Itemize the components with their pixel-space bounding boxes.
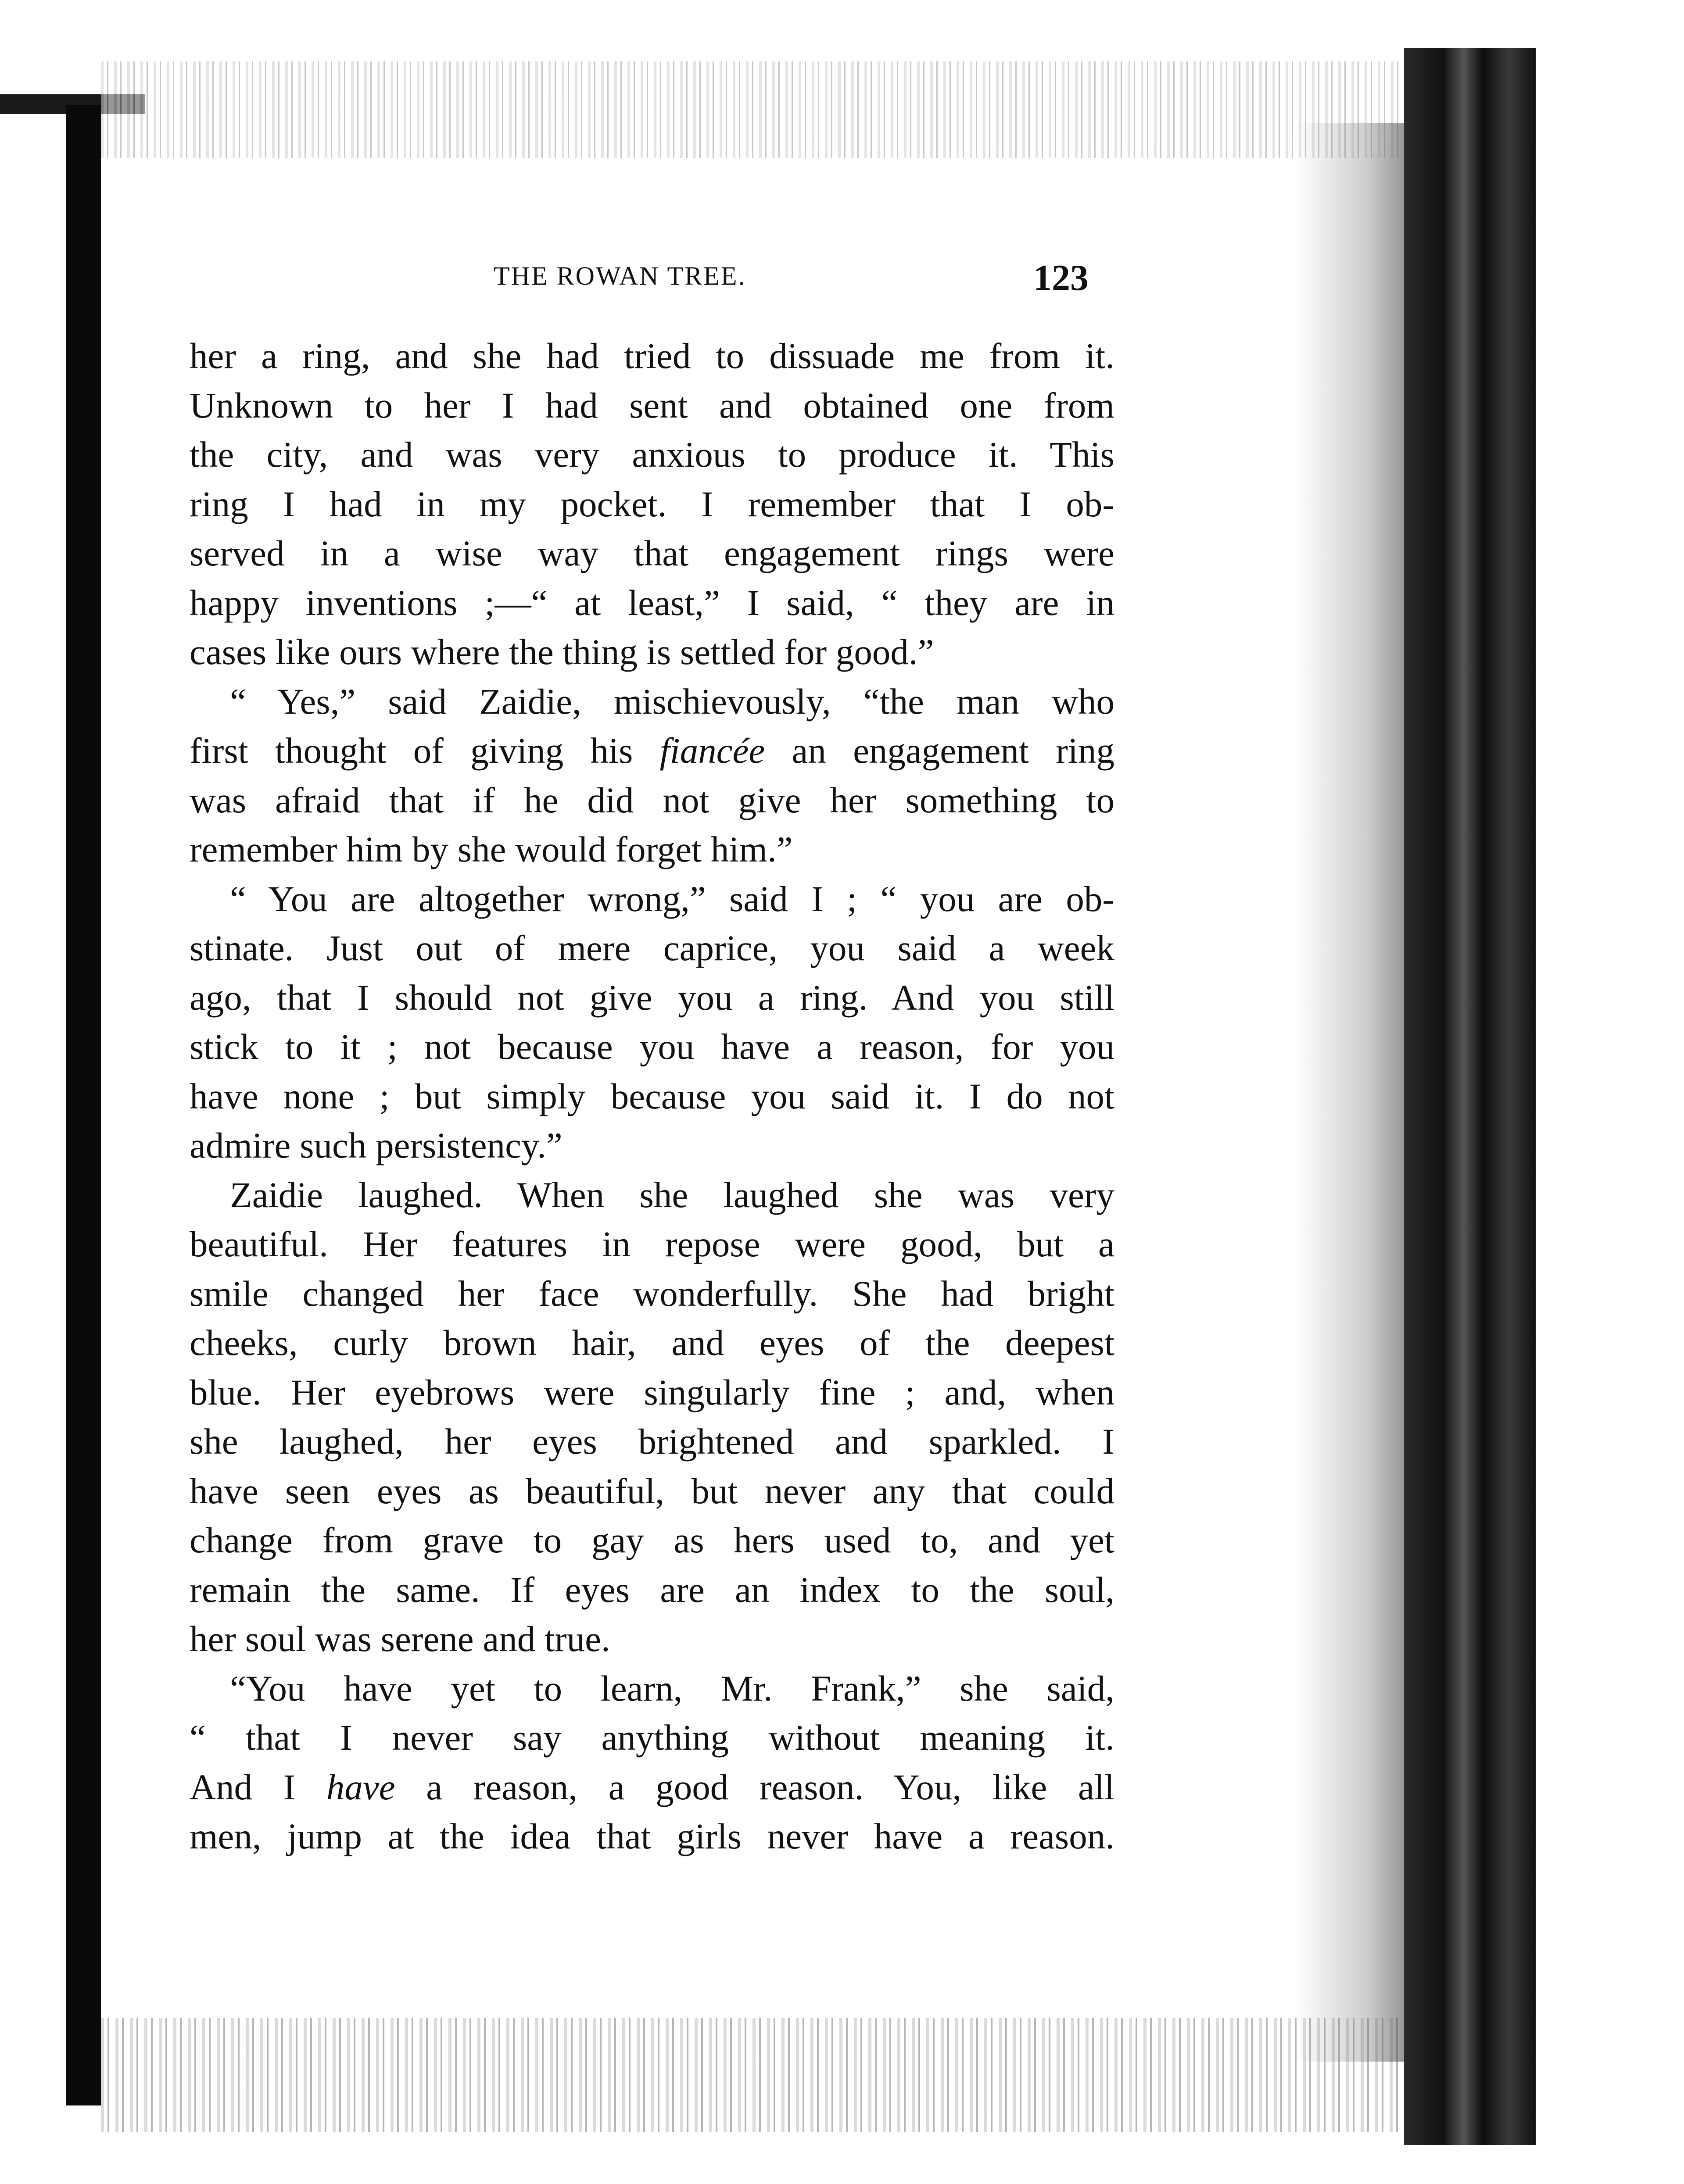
text-line: remember him by she would forget him.”: [190, 829, 793, 869]
running-head: [494, 257, 1152, 305]
text-line: “ Yes,” said Zaidie, mischievously, “the man who: [230, 681, 1114, 722]
text-line: men, jump at the idea that girls never have a reason.: [190, 1816, 1114, 1856]
text-line: “ You are altogether wrong,” said I ; “ you are ob-: [230, 878, 1114, 919]
text-line: cases like ours where the thing is settled for good.”: [190, 632, 934, 672]
text-line: beautiful. Her features in repose were good, but a: [190, 1224, 1114, 1264]
text-line: have seen eyes as beautiful, but never any that could: [190, 1470, 1114, 1511]
text-line: Unknown to her I had sent and obtained one from: [190, 385, 1114, 425]
scan-noise-bottom: [101, 2018, 1417, 2132]
body-text: [190, 331, 1114, 1861]
text-line: was afraid that if he did not give her something to: [190, 779, 1114, 820]
text-line: her a ring, and she had tried to dissuade me from it.: [190, 336, 1114, 376]
book-spine-right: [1404, 48, 1536, 2145]
running-title: THE ROWAN TREE.: [494, 261, 746, 290]
text-line: admire such persistency.”: [190, 1125, 563, 1165]
text-line: cheeks, curly brown hair, and eyes of the deepest: [190, 1323, 1114, 1363]
text-line: remain the same. If eyes are an index to the soul,: [190, 1569, 1114, 1610]
text-line: “ that I never say anything without meaning it.: [190, 1717, 1114, 1758]
text-line: change from grave to gay as hers used to, and yet: [190, 1520, 1114, 1560]
text-line: blue. Her eyebrows were singularly fine ; and, when: [190, 1372, 1114, 1412]
text-line: her soul was serene and true.: [190, 1619, 610, 1659]
text-line: happy inventions ;—“ at least,” I said, “ they are in: [190, 582, 1114, 623]
text-line: have none ; but simply because you said it. I do not: [190, 1076, 1114, 1116]
text-line: smile changed her face wonderfully. She had bright: [190, 1273, 1114, 1314]
text-line: “You have yet to learn, Mr. Frank,” she said,: [230, 1668, 1114, 1709]
page-number: 123: [1033, 257, 1089, 298]
text-line: first thought of giving his fiancée an engagement ring: [190, 730, 1114, 771]
text-line: stick to it ; not because you have a reason, for you: [190, 1026, 1114, 1067]
text-line: ago, that I should not give you a ring. And you still: [190, 977, 1114, 1018]
text-line: served in a wise way that engagement rings were: [190, 533, 1114, 573]
text-line: Zaidie laughed. When she laughed she was very: [230, 1174, 1114, 1215]
text-line: ring I had in my pocket. I remember that I ob-: [190, 483, 1114, 524]
text-line: the city, and was very anxious to produce it. This: [190, 434, 1114, 475]
text-line: stinate. Just out of mere caprice, you said a week: [190, 928, 1114, 968]
scan-noise-top: [101, 61, 1417, 158]
scan-border-left: [66, 105, 101, 2105]
text-line: And I have a reason, a good reason. You, like all: [190, 1766, 1114, 1807]
text-line: she laughed, her eyes brightened and sparkled. I: [190, 1421, 1114, 1462]
